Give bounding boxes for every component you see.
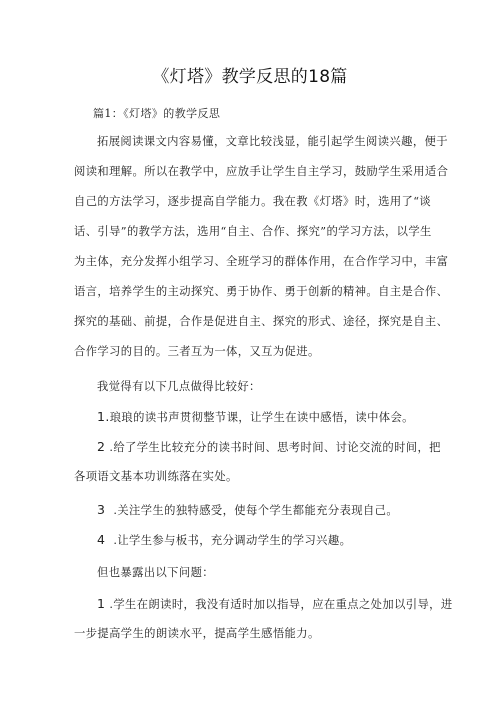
list-item-text: .学生在朗读时，我没有适时加以指导，应在重点之处加以引导，进	[105, 598, 453, 611]
good-points-intro: 我觉得有以下几点做得比较好：	[97, 380, 261, 393]
paragraph-line: 探究的基础、前提，合作是促进自主、探究的形式、途径，探究是自主、	[74, 315, 449, 328]
paragraph-line: 拓展阅读课文内容易懂，文章比较浅显，能引起学生阅读兴趣，便于	[97, 135, 448, 148]
list-item-number: 2	[97, 439, 106, 454]
list-item	[97, 597, 467, 612]
list-item-number: 4	[97, 532, 106, 547]
list-item-number: 1.	[97, 409, 110, 424]
list-item	[97, 440, 467, 455]
paragraph-line: 为主体，充分发挥小组学习、全班学习的群体作用，在合作学习中，丰富	[74, 255, 449, 268]
paragraph-line: 语言，培养学生的主动探究、勇于协作、勇于创新的精神。自主是合作、	[74, 285, 449, 298]
paragraph-line: 话、引导”的教学方法，选用“自主、合作、探究”的学习方法，以学生	[74, 225, 432, 238]
list-item	[97, 503, 467, 518]
list-item-text: .关注学生的独特感受，使每个学生都能充分表现自己。	[105, 504, 399, 517]
list-item-number: 3	[97, 502, 106, 517]
list-item-text: 琅琅的读书声贯彻整节课，让学生在读中感悟，读中体会。	[109, 411, 414, 424]
document-title: 《灯塔》教学反思的18篇	[152, 67, 348, 87]
list-item-text: 各项语文基本功训练落在实处。	[74, 470, 238, 483]
paragraph-line: 阅读和理解。所以在教学中，应放手让学生自主学习，鼓励学生采用适合	[74, 165, 449, 178]
list-item	[97, 410, 467, 425]
list-item-text: .给了学生比较充分的读书时间、思考时间、讨论交流的时间，把	[105, 441, 441, 454]
paragraph-line: 合作学习的目的。三者互为一体，又互为促进。	[74, 345, 320, 358]
list-item	[97, 533, 467, 548]
list-item-text: 一步提高学生的朗读水平，提高学生感悟能力。	[74, 627, 320, 640]
paragraph-line: 自己的方法学习，逐步提高自学能力。我在教《灯塔》时，选用了“谈	[74, 195, 432, 208]
problems-intro: 但也暴露出以下问题：	[97, 566, 214, 579]
list-item-text: .让学生参与板书，充分调动学生的学习兴趣。	[105, 534, 352, 547]
section-heading: 篇1：《灯塔》的教学反思	[93, 107, 221, 120]
list-item-continuation	[74, 627, 444, 641]
list-item-number: 1	[97, 596, 106, 611]
list-item-continuation	[74, 470, 444, 484]
